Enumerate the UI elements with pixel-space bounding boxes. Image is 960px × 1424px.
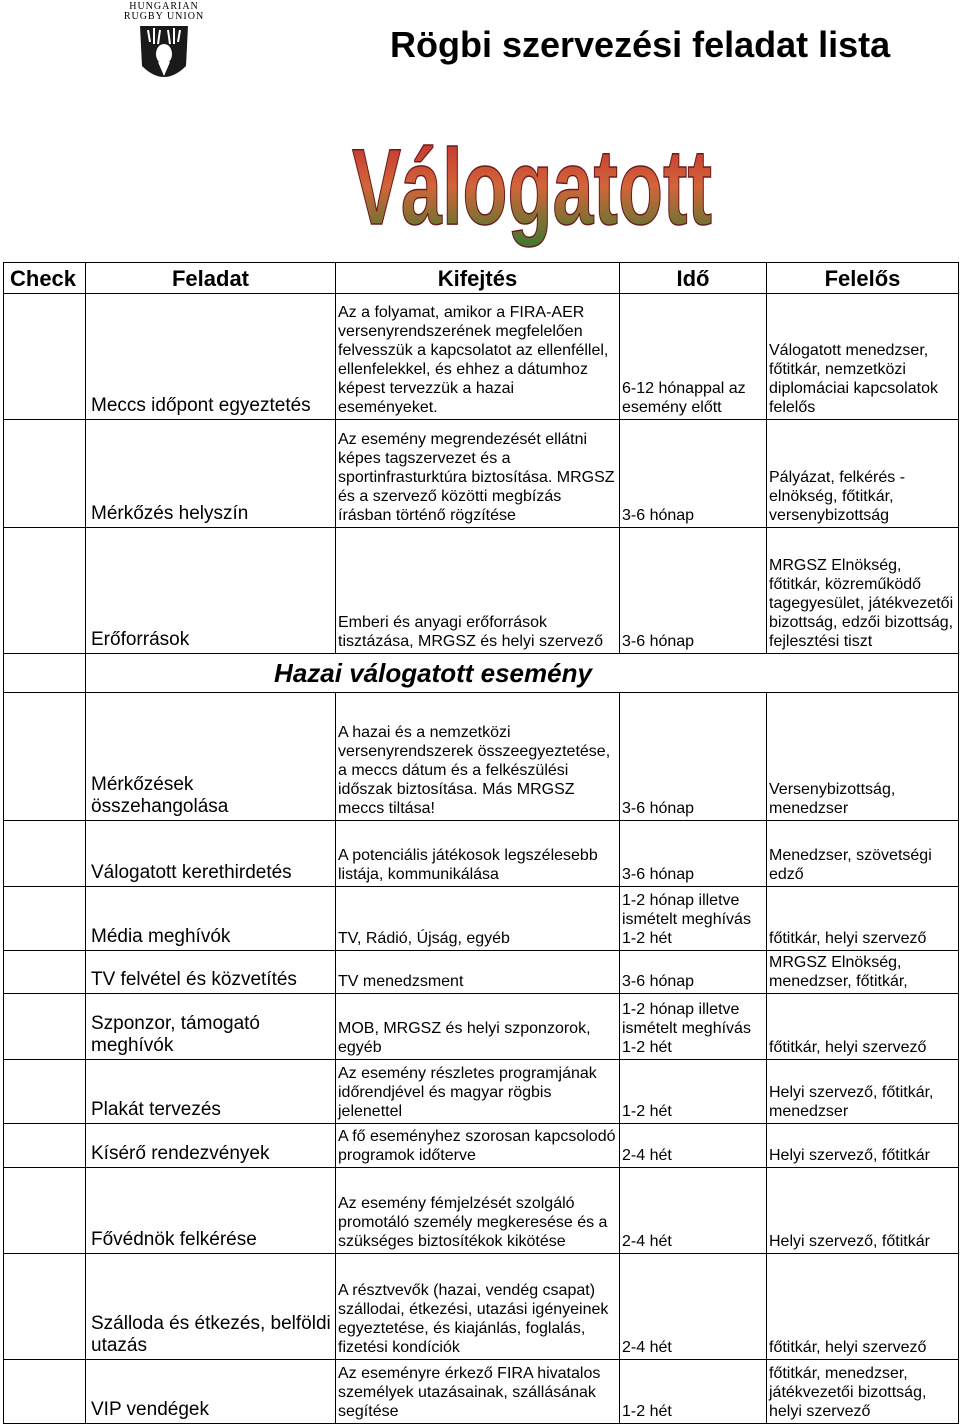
check-cell[interactable] — [4, 420, 86, 528]
task-cell: Szponzor, támogató meghívók — [86, 994, 336, 1060]
table-row — [4, 951, 959, 994]
responsible-cell: Helyi szervező, főtitkár, menedzser — [767, 1060, 959, 1124]
logo-line-2: RUGBY UNION — [123, 11, 205, 22]
description-cell: MOB, MRGSZ és helyi szponzorok, egyéb — [336, 994, 620, 1060]
responsible-cell: Pályázat, felkérés - elnökség, főtitkár, versenybizottság — [767, 420, 959, 528]
col-task: Feladat — [86, 263, 336, 294]
description-cell: Az esemény fémjelzését szolgáló promotáló személy megkeresése és a szükséges biztosítékok kikötése — [336, 1168, 620, 1254]
time-cell: 6-12 hónappal az esemény előtt — [620, 294, 767, 420]
stag-shield-icon — [118, 22, 210, 88]
table-row — [4, 1360, 959, 1424]
task-cell: Média meghívók — [86, 887, 336, 951]
check-cell[interactable] — [4, 528, 86, 654]
responsible-cell: főtitkár, helyi szervező — [767, 994, 959, 1060]
description-cell: TV menedzsment — [336, 951, 620, 994]
description-cell: A résztvevők (hazai, vendég csapat) szállodai, étkezési, utazási igényeinek egyeztetése, és kiajánlás, foglalás, fizetési kondíciók — [336, 1254, 620, 1360]
check-cell[interactable] — [4, 887, 86, 951]
col-check: Check — [4, 263, 86, 294]
description-cell: Az eseményre érkező FIRA hivatalos személyek utazásainak, szállásának segítése — [336, 1360, 620, 1424]
task-cell: VIP vendégek — [86, 1360, 336, 1424]
task-cell: Kísérő rendezvények — [86, 1124, 336, 1168]
responsible-cell: MRGSZ Elnökség, menedzser, főtitkár, — [767, 951, 959, 994]
task-cell: Mérkőzés helyszín — [86, 420, 336, 528]
task-table — [3, 262, 959, 1424]
time-cell: 3-6 hónap — [620, 420, 767, 528]
col-description: Kifejtés — [336, 263, 620, 294]
table-row — [4, 1168, 959, 1254]
table-row — [4, 821, 959, 887]
task-cell: Fővédnök felkérése — [86, 1168, 336, 1254]
table-row — [4, 887, 959, 951]
responsible-cell: Helyi szervező, főtitkár — [767, 1168, 959, 1254]
check-cell[interactable] — [4, 1360, 86, 1424]
check-cell[interactable] — [4, 1124, 86, 1168]
description-cell: Az esemény részletes programjának időrendjével és magyar rögbis jelenettel — [336, 1060, 620, 1124]
task-cell: Plakát tervezés — [86, 1060, 336, 1124]
time-cell: 3-6 hónap — [620, 821, 767, 887]
task-cell: TV felvétel és közvetítés — [86, 951, 336, 994]
check-cell[interactable] — [4, 654, 86, 693]
time-cell: 2-4 hét — [620, 1254, 767, 1360]
hungarian-rugby-union-logo — [118, 2, 210, 90]
table-row — [4, 1060, 959, 1124]
check-cell[interactable] — [4, 1060, 86, 1124]
logo-line-1: HUNGARIAN — [129, 1, 199, 12]
time-cell: 3-6 hónap — [620, 528, 767, 654]
table-row — [4, 693, 959, 821]
table-row — [4, 294, 959, 420]
valogatott-wordart — [345, 112, 720, 272]
responsible-cell: Menedzser, szövetségi edző — [767, 821, 959, 887]
check-cell[interactable] — [4, 951, 86, 994]
document-title: Rögbi szervezési feladat lista — [390, 24, 891, 65]
check-cell[interactable] — [4, 294, 86, 420]
time-cell: 1-2 hónap illetve ismételt meghívás 1-2 hét — [620, 887, 767, 951]
time-cell: 1-2 hónap illetve ismételt meghívás 1-2 hét — [620, 994, 767, 1060]
description-cell: Az esemény megrendezését ellátni képes tagszervezet és a sportinfrasturktúra biztosítása. MRGSZ és a szervező közötti megbízás írásban történő rögzítése — [336, 420, 620, 528]
check-cell[interactable] — [4, 994, 86, 1060]
table-row — [4, 994, 959, 1060]
table-row — [4, 1254, 959, 1360]
wordart-text: Válogatott — [352, 126, 712, 247]
col-time: Idő — [620, 263, 767, 294]
responsible-cell: Válogatott menedzser, főtitkár, nemzetközi diplomáciai kapcsolatok felelős — [767, 294, 959, 420]
check-cell[interactable] — [4, 821, 86, 887]
task-cell: Szálloda és étkezés, belföldi utazás — [86, 1254, 336, 1360]
table-row — [4, 528, 959, 654]
responsible-cell: főtitkár, helyi szervező — [767, 887, 959, 951]
description-cell: TV, Rádió, Újság, egyéb — [336, 887, 620, 951]
responsible-cell: Helyi szervező, főtitkár — [767, 1124, 959, 1168]
task-cell: Válogatott kerethirdetés — [86, 821, 336, 887]
time-cell: 1-2 hét — [620, 1060, 767, 1124]
description-cell: A potenciális játékosok legszélesebb listája, kommunikálása — [336, 821, 620, 887]
section-title: Hazai válogatott esemény — [86, 654, 959, 693]
description-cell: Emberi és anyagi erőforrások tisztázása, MRGSZ és helyi szervező — [336, 528, 620, 654]
section-row — [4, 654, 959, 693]
table-header-row — [4, 263, 959, 294]
time-cell: 3-6 hónap — [620, 951, 767, 994]
check-cell[interactable] — [4, 693, 86, 821]
time-cell: 2-4 hét — [620, 1124, 767, 1168]
check-cell[interactable] — [4, 1168, 86, 1254]
time-cell: 3-6 hónap — [620, 693, 767, 821]
check-cell[interactable] — [4, 1254, 86, 1360]
table-row — [4, 420, 959, 528]
task-cell: Erőforrások — [86, 528, 336, 654]
task-cell: Meccs időpont egyeztetés — [86, 294, 336, 420]
time-cell: 2-4 hét — [620, 1168, 767, 1254]
responsible-cell: főtitkár, menedzser, játékvezetői bizottság, helyi szervező — [767, 1360, 959, 1424]
description-cell: A hazai és a nemzetközi versenyrendszerek összeegyeztetése, a meccs dátum és a felkészülési időszak biztosítása. Más MRGSZ meccs tiltása! — [336, 693, 620, 821]
responsible-cell: MRGSZ Elnökség, főtitkár, közreműködő tagegyesület, játékvezetői bizottság, edzői bizottság, fejlesztési tiszt — [767, 528, 959, 654]
col-responsible: Felelős — [767, 263, 959, 294]
description-cell: A fő eseményhez szorosan kapcsolodó programok időterve — [336, 1124, 620, 1168]
responsible-cell: főtitkár, helyi szervező — [767, 1254, 959, 1360]
description-cell: Az a folyamat, amikor a FIRA-AER versenyrendszerének megfelelően felvesszük a kapcsolatot az ellenféllel, ellenfelekkel, és ehhez a dátumhoz képest tervezzük a hazai eseményeket. — [336, 294, 620, 420]
task-cell: Mérkőzések összehangolása — [86, 693, 336, 821]
time-cell: 1-2 hét — [620, 1360, 767, 1424]
responsible-cell: Versenybizottság, menedzser — [767, 693, 959, 821]
table-row — [4, 1124, 959, 1168]
